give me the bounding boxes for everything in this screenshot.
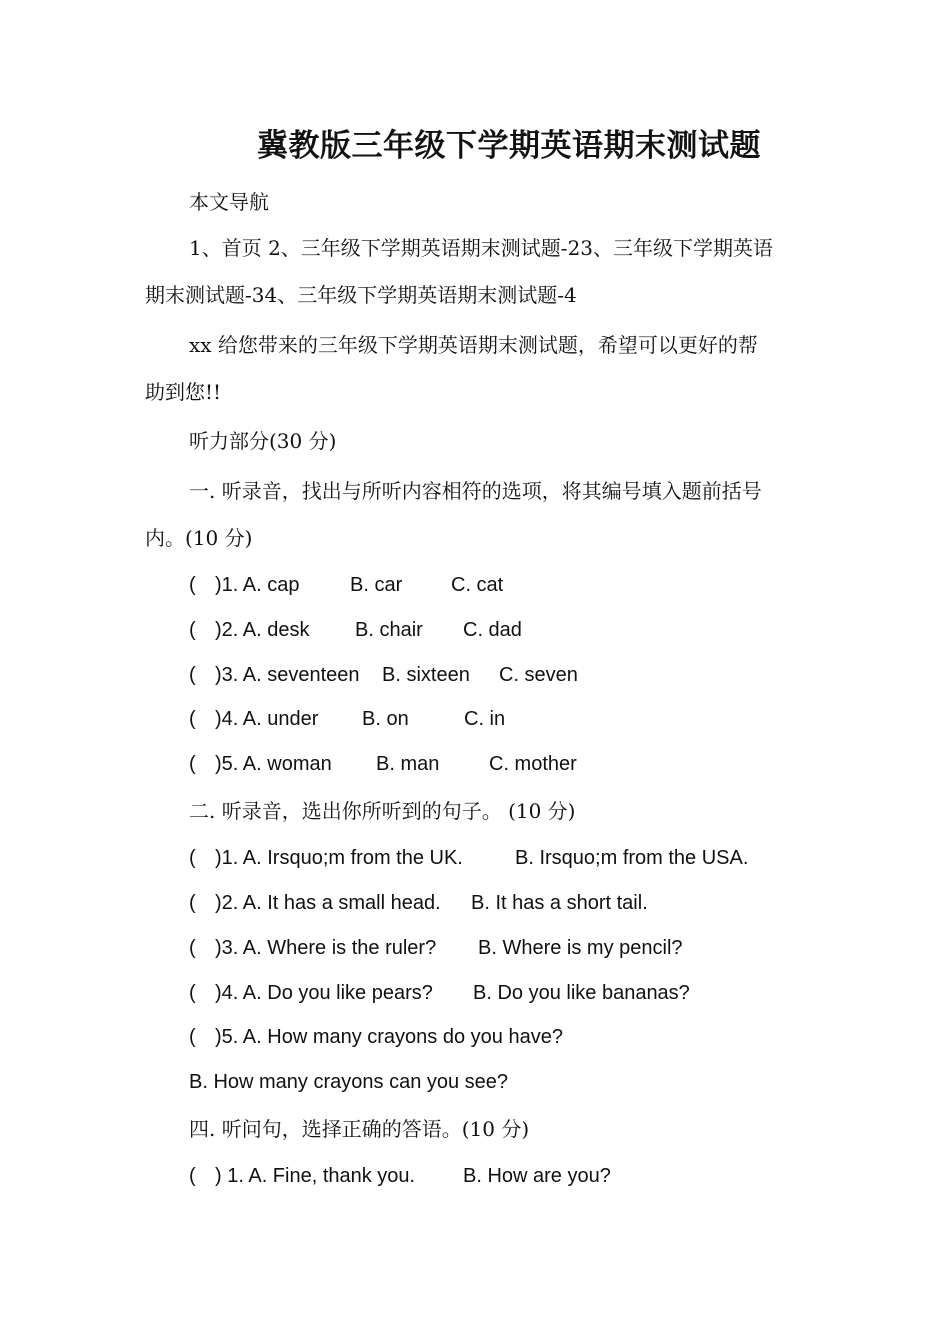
answer-bracket: ( bbox=[189, 619, 196, 641]
option-c: C. in bbox=[464, 708, 506, 730]
section2-heading: 二. 听录音，选出你所听到的句子。 (10 分) bbox=[189, 799, 576, 823]
option-b: B. How are you? bbox=[463, 1165, 611, 1187]
option-c: C. cat bbox=[451, 574, 504, 596]
section4-heading: 四. 听问句，选择正确的答语。(10 分) bbox=[189, 1117, 530, 1141]
option-b: B. sixteen bbox=[382, 664, 470, 686]
option-a: )3. A. Where is the ruler? bbox=[215, 937, 437, 959]
intro-line-1: xx 给您带来的三年级下学期英语期末测试题，希望可以更好的帮 bbox=[189, 333, 758, 357]
option-b: B. car bbox=[350, 574, 403, 596]
section2-question-5-option-b: B. How many crayons can you see? bbox=[189, 1071, 509, 1093]
listening-heading: 听力部分(30 分) bbox=[189, 429, 337, 453]
answer-bracket: ( bbox=[189, 1165, 196, 1187]
option-c: C. mother bbox=[489, 753, 577, 775]
option-a: )1. A. cap bbox=[215, 574, 300, 596]
answer-bracket: ( bbox=[189, 664, 196, 686]
intro-line-2: 助到您!! bbox=[145, 380, 222, 404]
option-b: B. It has a short tail. bbox=[471, 892, 648, 914]
option-b: B. on bbox=[362, 708, 409, 730]
option-a: )4. A. Do you like pears? bbox=[215, 982, 433, 1004]
option-b: B. Where is my pencil? bbox=[478, 937, 683, 959]
nav-heading: 本文导航 bbox=[189, 190, 269, 214]
option-a: ) 1. A. Fine, thank you. bbox=[215, 1165, 416, 1187]
section1-heading-line-2: 内。(10 分) bbox=[145, 526, 253, 550]
answer-bracket: ( bbox=[189, 708, 196, 730]
option-a: )2. A. It has a small head. bbox=[215, 892, 441, 914]
option-b: B. Do you like bananas? bbox=[473, 982, 690, 1004]
option-c: C. seven bbox=[499, 664, 578, 686]
option-a: )2. A. desk bbox=[215, 619, 310, 641]
option-c: C. dad bbox=[463, 619, 522, 641]
option-a: )4. A. under bbox=[215, 708, 319, 730]
option-a: )1. A. Irsquo;m from the UK. bbox=[215, 847, 463, 869]
option-a: )5. A. How many crayons do you have? bbox=[215, 1026, 563, 1048]
section1-heading-line-1: 一. 听录音，找出与所听内容相符的选项，将其编号填入题前括号 bbox=[189, 479, 762, 503]
answer-bracket: ( bbox=[189, 1026, 196, 1048]
document-title: 冀教版三年级下学期英语期末测试题 bbox=[257, 128, 761, 164]
option-b: B. man bbox=[376, 753, 440, 775]
nav-line-2: 期末测试题-34、三年级下学期英语期末测试题-4 bbox=[145, 283, 577, 307]
answer-bracket: ( bbox=[189, 892, 196, 914]
option-a: )3. A. seventeen bbox=[215, 664, 360, 686]
answer-bracket: ( bbox=[189, 847, 196, 869]
answer-bracket: ( bbox=[189, 982, 196, 1004]
option-b: B. chair bbox=[355, 619, 423, 641]
answer-bracket: ( bbox=[189, 753, 196, 775]
option-b: B. Irsquo;m from the USA. bbox=[515, 847, 749, 869]
answer-bracket: ( bbox=[189, 574, 196, 596]
answer-bracket: ( bbox=[189, 937, 196, 959]
nav-line-1: 1、首页 2、三年级下学期英语期末测试题-23、三年级下学期英语 bbox=[189, 236, 774, 260]
option-a: )5. A. woman bbox=[215, 753, 332, 775]
